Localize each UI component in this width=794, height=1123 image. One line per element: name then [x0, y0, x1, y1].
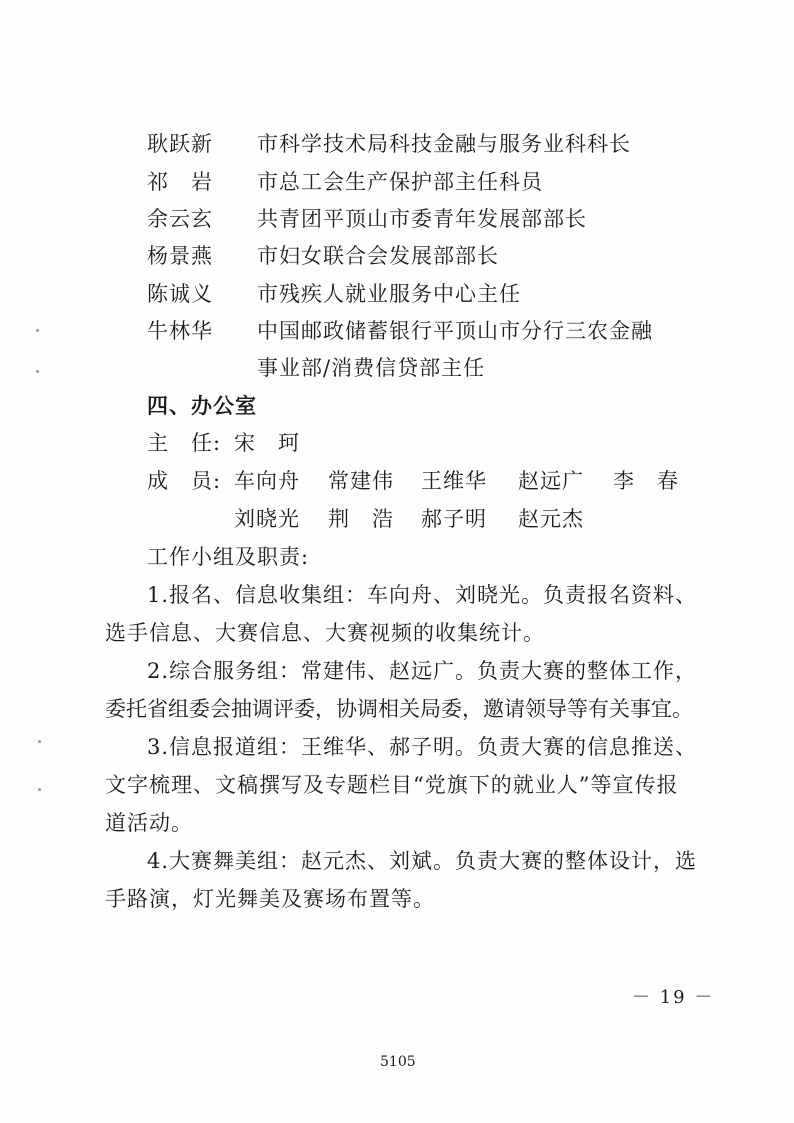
member-role: 市妇女联合会发展部部长: [257, 244, 499, 268]
paragraph-line: 2.综合服务组：常建伟、赵远广。负责大赛的整体工作，: [147, 659, 698, 683]
footer-number: 5105: [380, 1054, 416, 1070]
members-label: 成 员:: [147, 469, 222, 493]
member-role: 市科学技术局科技金融与服务业科科长: [257, 132, 631, 156]
office-member: 荆 浩: [328, 507, 394, 531]
office-member: 常建伟: [328, 469, 394, 493]
member-name: 牛林华: [147, 319, 213, 343]
paragraph-line: 文字梳理、文稿撰写及专题栏目“党旗下的就业人”等宣传报: [105, 773, 679, 797]
scan-speck: [36, 329, 39, 332]
member-role-continued: 事业部/消费信贷部主任: [257, 356, 486, 380]
scan-speck: [38, 788, 41, 791]
member-name: 杨景燕: [147, 244, 213, 268]
section-heading: 四、办公室: [147, 394, 257, 418]
paragraph-line: 选手信息、大赛信息、大赛视频的收集统计。: [105, 621, 545, 645]
member-role: 市残疾人就业服务中心主任: [257, 282, 521, 306]
groups-title: 工作小组及职责:: [147, 545, 310, 569]
scan-speck: [38, 740, 41, 743]
member-role: 市总工会生产保护部主任科员: [257, 170, 543, 194]
office-member: 车向舟: [234, 469, 300, 493]
paragraph-line: 4.大赛舞美组：赵元杰、刘斌。负责大赛的整体设计，选: [147, 849, 698, 873]
office-member: 李 春: [613, 469, 679, 493]
paragraph-line: 手路演，灯光舞美及赛场布置等。: [105, 887, 435, 911]
office-member: 王维华: [421, 469, 487, 493]
paragraph-line: 道活动。: [105, 811, 193, 835]
member-name: 陈诚义: [147, 282, 213, 306]
member-role: 中国邮政储蓄银行平顶山市分行三农金融: [257, 319, 653, 343]
director-label: 主 任:: [147, 431, 222, 455]
page-number: － 19 －: [632, 987, 715, 1008]
paragraph-line: 1.报名、信息收集组：车向舟、刘晓光。负责报名资料、: [147, 583, 698, 607]
office-member: 郝子明: [421, 507, 487, 531]
paragraph-line: 3.信息报道组：王维华、郝子明。负责大赛的信息推送、: [147, 735, 698, 759]
member-name: 祁 岩: [147, 170, 213, 194]
office-member: 赵元杰: [518, 507, 584, 531]
office-member: 刘晓光: [234, 507, 300, 531]
director-name: 宋 珂: [234, 431, 300, 455]
member-role: 共青团平顶山市委青年发展部部长: [257, 207, 587, 231]
paragraph-line: 委托省组委会抽调评委，协调相关局委，邀请领导等有关事宜。: [105, 697, 693, 721]
office-member: 赵远广: [518, 469, 584, 493]
scan-speck: [36, 370, 39, 373]
member-name: 余云玄: [147, 207, 213, 231]
member-name: 耿跃新: [147, 132, 213, 156]
